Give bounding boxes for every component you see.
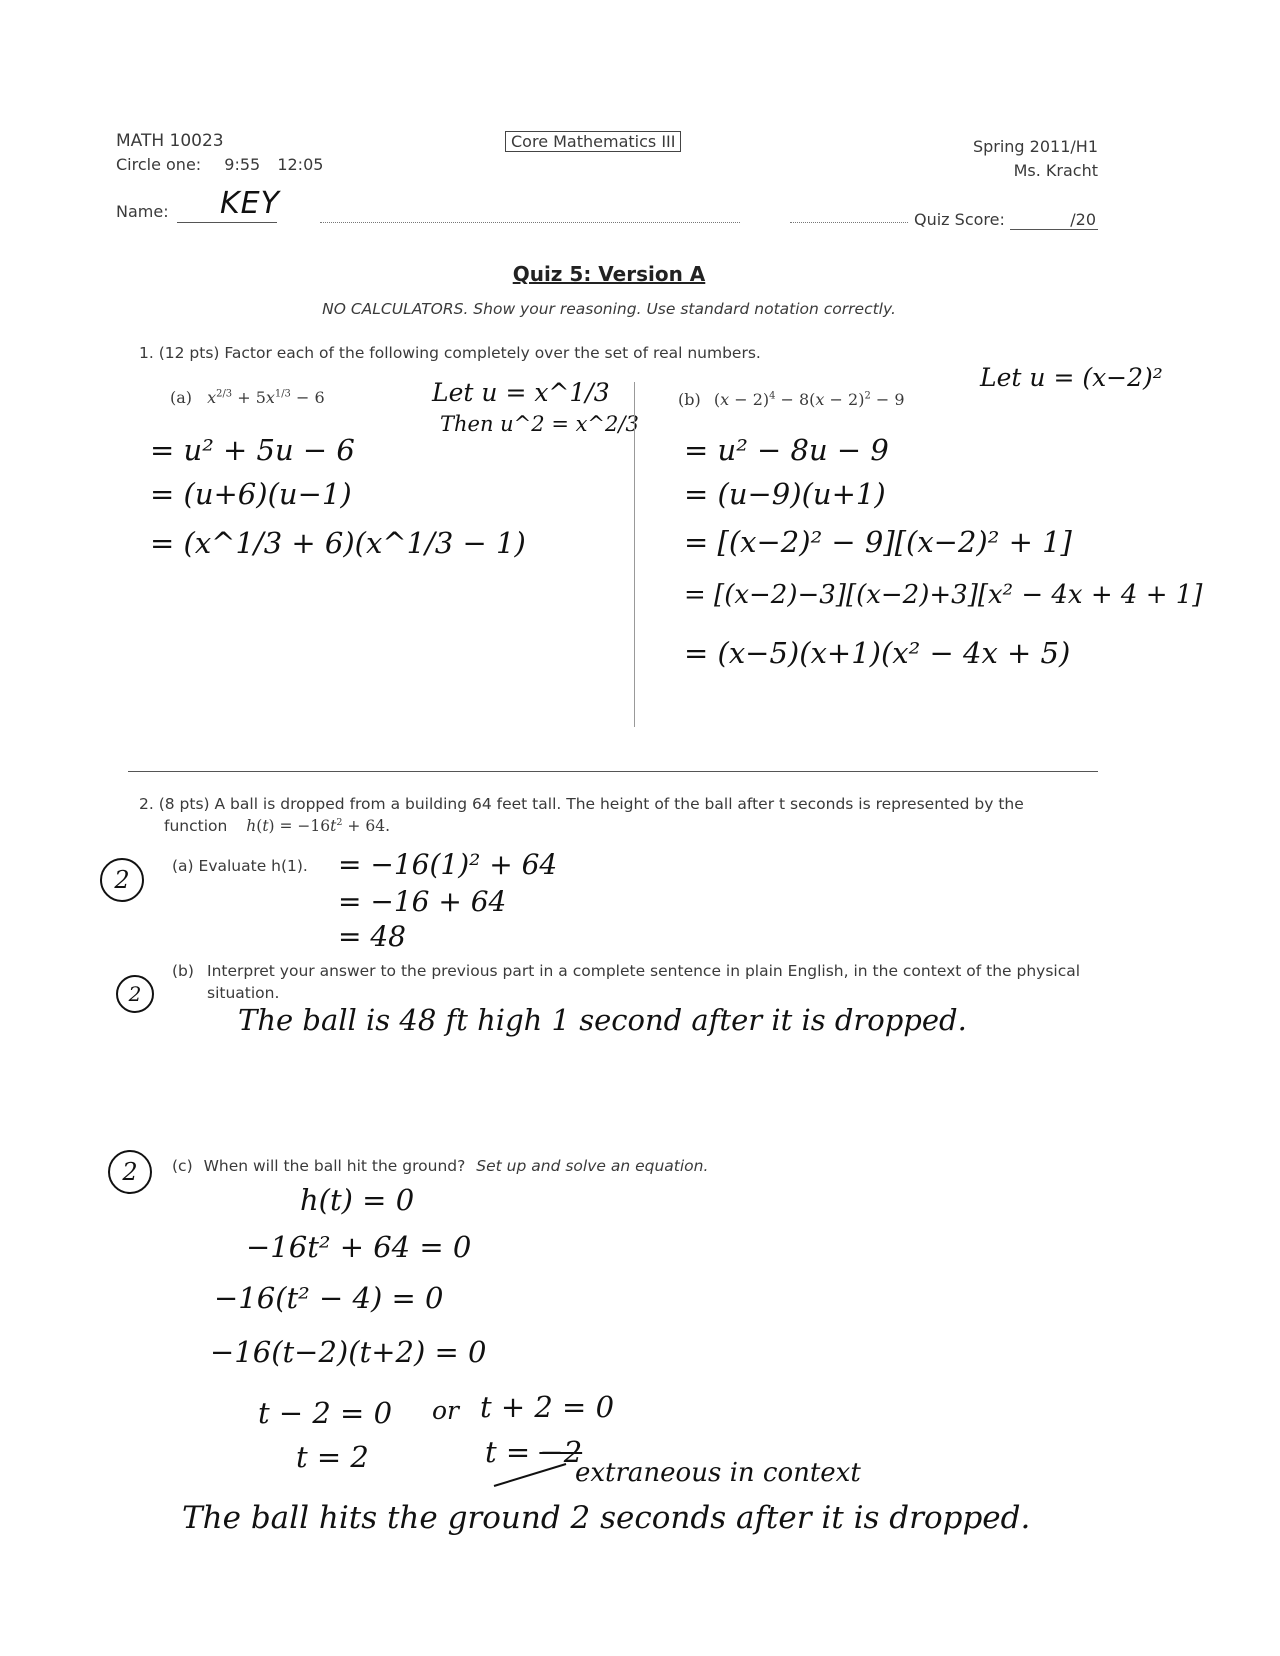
q2c-solution-1: t = 2 — [296, 1440, 369, 1474]
q1a-step-2: = (u+6)(u−1) — [150, 477, 352, 511]
q2a-step-3: = 48 — [338, 920, 406, 953]
q2c-case-1: t − 2 = 0 — [258, 1396, 393, 1430]
score-circle-c: 2 — [108, 1150, 152, 1194]
name-dotted-line — [320, 222, 740, 223]
q2c-step-1: h(t) = 0 — [300, 1183, 415, 1217]
q2c-or: or — [432, 1396, 460, 1425]
score-circle-a: 2 — [100, 858, 144, 902]
q1b-step-2: = (u−9)(u+1) — [684, 477, 886, 511]
q1b-label: (b) — [678, 390, 701, 409]
quiz-score-label: Quiz Score: — [914, 210, 1005, 229]
score-circle-b: 2 — [116, 975, 154, 1013]
q2a-prompt: (a) Evaluate h(1). — [172, 857, 308, 875]
strike-mark — [490, 1460, 570, 1490]
q2c-extraneous-note: extraneous in context — [575, 1458, 861, 1488]
q2c-step-4: −16(t−2)(t+2) = 0 — [210, 1335, 487, 1369]
q1a-substitution: Let u = x^1/3 — [432, 378, 610, 407]
q2a-step-2: = −16 + 64 — [338, 885, 507, 918]
name-underline — [177, 222, 277, 223]
instructor: Ms. Kracht — [1013, 161, 1098, 180]
circle-one-label: Circle one: — [116, 155, 202, 174]
q2c-instruction: Set up and solve an equation. — [476, 1157, 709, 1175]
score-dotted-line — [790, 222, 908, 223]
score-underline — [1010, 229, 1098, 230]
q1b-step-1: = u² − 8u − 9 — [684, 433, 889, 467]
q2c-label: (c) — [172, 1157, 193, 1175]
q1a-step-1: = u² + 5u − 6 — [150, 433, 355, 467]
course-number: MATH 10023 — [116, 131, 224, 151]
q2-function-label: function — [164, 817, 228, 836]
course-title-box: Core Mathematics III — [505, 131, 681, 152]
q1b-step-5: = (x−5)(x+1)(x² − 4x + 5) — [684, 636, 1071, 670]
course-title — [505, 132, 681, 151]
q1b-problem: (b) $(x - 2)^4 - 8(x - 2)^2 - 9$ — [678, 390, 905, 409]
q1-column-divider — [634, 382, 635, 727]
name-value: KEY — [220, 186, 280, 221]
section-separator — [128, 771, 1098, 772]
name-label: Name: — [116, 202, 169, 221]
q2c-case-2: t + 2 = 0 — [480, 1390, 615, 1424]
q2b-label: (b) — [172, 962, 194, 980]
time-option-2: 12:05 — [277, 155, 324, 174]
quiz-score-total: /20 — [1070, 210, 1096, 229]
q1b-step-3: = [(x−2)² − 9][(x−2)² + 1] — [684, 525, 1072, 559]
q1b-substitution: Let u = (x−2)² — [980, 363, 1163, 392]
quiz-instructions: NO CALCULATORS. Show your reasoning. Use standard notation correctly. — [322, 300, 896, 318]
time-option-1: 9:55 — [224, 155, 261, 174]
q2-prompt-line-2: function $h(t) = -16t^2 + 64$. — [164, 817, 390, 836]
q1a-problem: (a) $x^{2/3} + 5x^{1/3} - 6$ — [170, 388, 325, 407]
q2a-step-1: = −16(1)² + 64 — [338, 848, 558, 881]
q2c-answer: The ball hits the ground 2 seconds after it is dropped. — [182, 1500, 1031, 1536]
q2b-prompt-line-2: situation. — [207, 984, 280, 1002]
q1b-step-4: = [(x−2)−3][(x−2)+3][x² − 4x + 4 + 1] — [684, 580, 1203, 610]
q1a-label: (a) — [170, 388, 193, 407]
q2b-prompt-line-1: Interpret your answer to the previous part in a complete sentence in plain English, in the context of the physical — [207, 962, 1081, 980]
q2b-answer: The ball is 48 ft high 1 second after it is dropped. — [238, 1003, 967, 1037]
q2-prompt-line-1: 2. (8 pts) A ball is dropped from a building 64 feet tall. The height of the ball after t seconds is represented by the — [139, 795, 1024, 813]
q2c-step-3: −16(t² − 4) = 0 — [214, 1281, 444, 1315]
q2c-step-2: −16t² + 64 = 0 — [246, 1230, 472, 1264]
q1a-step-3: = (x^1/3 + 6)(x^1/3 − 1) — [150, 526, 526, 560]
quiz-title: Quiz 5: Version A — [512, 262, 706, 286]
q2c-solution-2-struck: −2 — [539, 1435, 583, 1469]
term: Spring 2011/H1 — [972, 137, 1098, 156]
q2c-solution-2-prefix: t = — [485, 1435, 531, 1469]
q1a-substitution-2: Then u^2 = x^2/3 — [440, 412, 639, 436]
q1-prompt: 1. (12 pts) Factor each of the following completely over the set of real numbers. — [139, 344, 761, 362]
q2c-question: When will the ball hit the ground? — [203, 1157, 466, 1175]
circle-one-row — [116, 155, 323, 174]
q2c-prompt — [172, 1157, 708, 1175]
